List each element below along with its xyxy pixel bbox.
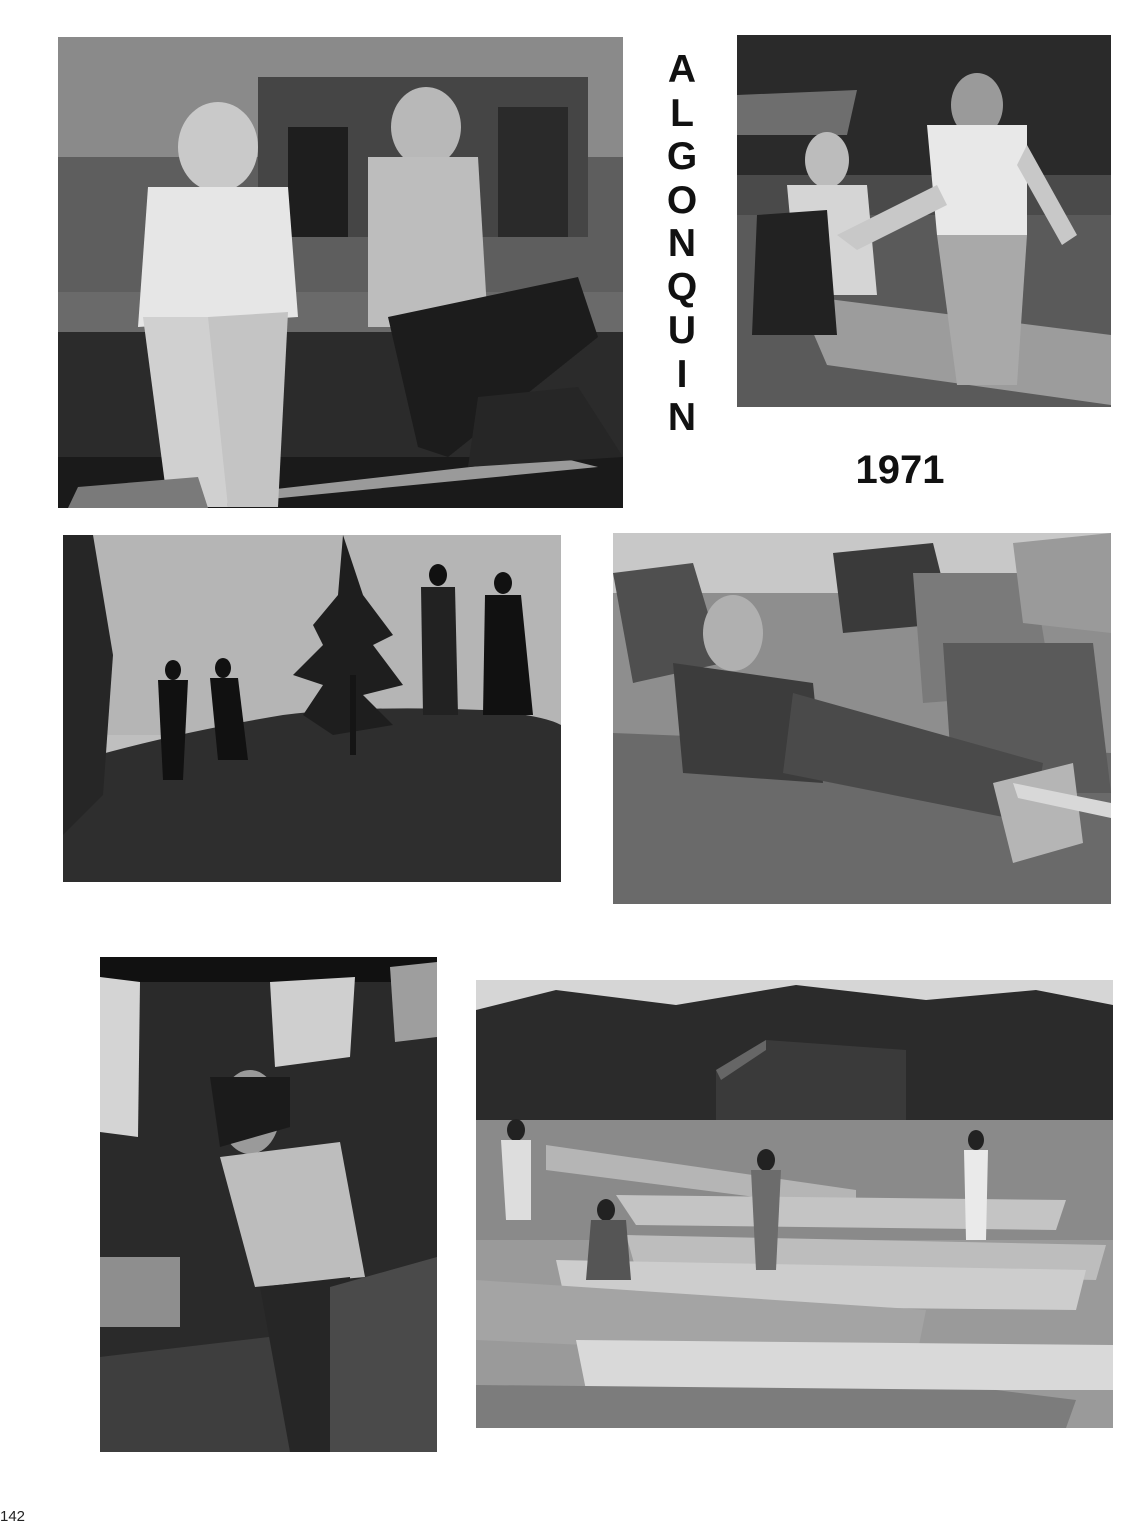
page-number: 142	[0, 1508, 26, 1525]
title-letter: L	[670, 91, 694, 135]
title-letter: N	[667, 222, 697, 265]
photo-resting-among-packs	[613, 533, 1111, 904]
title-letter: A	[667, 48, 697, 91]
title-letter: U	[667, 309, 697, 352]
title-letter: I	[676, 352, 688, 396]
photo-men-on-dock	[58, 37, 623, 508]
photo-lakeshore-silhouettes	[63, 535, 561, 882]
title-letter: Q	[666, 265, 698, 309]
photo-canoes-boathouse	[476, 980, 1113, 1428]
photo-couple-canoe	[737, 35, 1111, 407]
photo-girl-laundry-line	[100, 957, 437, 1452]
year-label: 1971	[855, 448, 945, 492]
vertical-title	[650, 48, 714, 440]
title-letter: O	[666, 178, 698, 222]
title-letter: N	[667, 396, 697, 439]
title-letter: G	[666, 135, 698, 178]
